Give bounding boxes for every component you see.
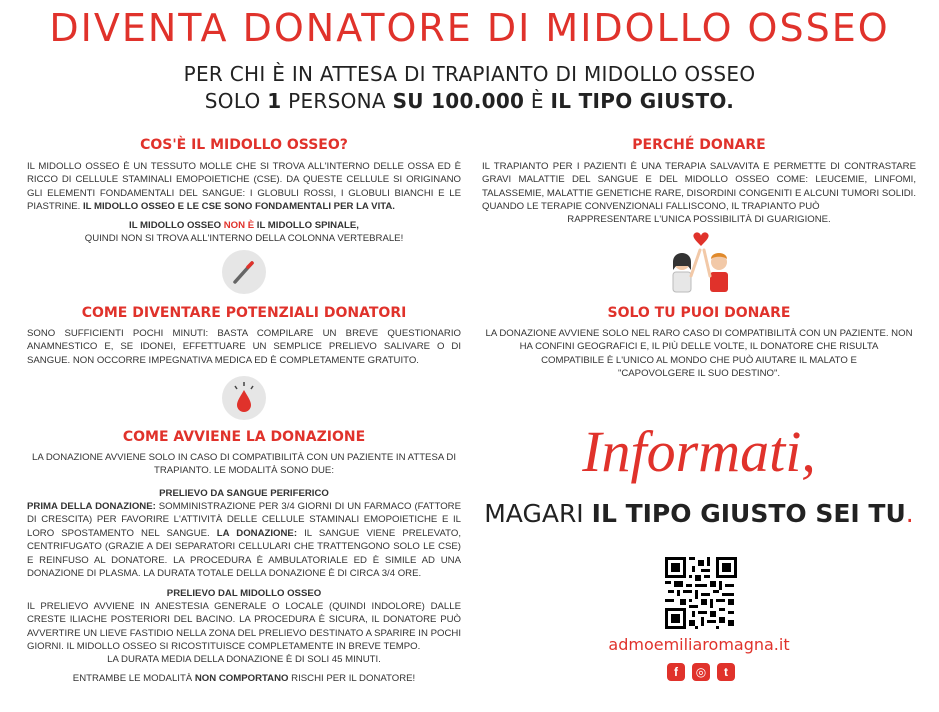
twitter-icon[interactable]: t bbox=[717, 663, 735, 681]
solo-tu-heading: SOLO TU PUOI DONARE bbox=[607, 305, 791, 321]
cose-text: IL MIDOLLO OSSEO È UN TESSUTO MOLLE CHE SI TROVA ALL'INTERNO DELLE OSSA ED È RICCO DI CELLULE STAMINALI EMOPOIETICHE (CSE). DA QUESTE CELLULE SI ORIGINANO GLI ELEMENTI FONDAMENTALI DEL SANGUE: I GLOBULI ROSSI, I GLOBULI BIANCHI E LE PIASTRINE. IL MIDOLLO OSSEO E LE CSE SONO FONDAMENTALI PER LA VITA. bbox=[27, 161, 461, 213]
solo-tu-text: LA DONAZIONE AVVIENE SOLO NEL RARO CASO DI COMPATIBILITÀ CON UN PAZIENTE. NON HA CONFINI GEOGRAFICI E, IL PIÙ DELLE VOLTE, IL DONATORE CHE RISULTA COMPATIBILE È L'UNICO AL MONDO CHE PUÒ AIUTARE IL MALATO E "CAPOVOLGERE IL SUO DESTINO". bbox=[485, 328, 913, 380]
come-avviene-intro: LA DONAZIONE AVVIENE SOLO IN CASO DI COMPATIBILITÀ CON UN PAZIENTE IN ATTESA DI TRAPIANTO. LE MODALITÀ SONO DUE: bbox=[32, 452, 456, 477]
blood-drop-icon bbox=[222, 376, 266, 420]
prelievo-midollo-duration: LA DURATA MEDIA DELLA DONAZIONE È DI SOLI 45 MINUTI. bbox=[107, 654, 381, 665]
perche-text: IL TRAPIANTO PER I PAZIENTI È UNA TERAPIA SALVAVITA E PERMETTE DI CONTRASTARE GRAVI MALATTIE DEL SANGUE E DEL MIDOLLO OSSEO COME: LEUCEMIE, LINFOMI, TALASSEMIE, MALATTIE GENETICHE RARE, DISORDINI CONGENITI E ALCUNI TUMORI SOLIDI. QUANDO LE TERAPIE CONVENZIONALI FALLISCONO, IL TRAPIANTO PUÒ bbox=[482, 161, 916, 213]
qr-code-icon bbox=[665, 557, 737, 629]
come-avviene-heading: COME AVVIENE LA DONAZIONE bbox=[122, 429, 366, 445]
subtitle-line-2: SOLO 1 PERSONA SU 100.000 È IL TIPO GIUSTO. bbox=[204, 89, 735, 113]
perche-text-last: RAPPRESENTARE L'UNICA POSSIBILITÀ DI GUARIGIONE. bbox=[567, 214, 831, 225]
prelievo-sangue-text: PRIMA DELLA DONAZIONE: SOMMINISTRAZIONE PER 3/4 GIORNI DI UN FARMACO (FATTORE DI CRESCITA) PER FAVORIRE L'ATTIVITÀ DELLE CELLULE STAMINALI EMOPOIETICHE E IL LORO SPOSTAMENTO NEL SANGUE. LA DONAZIONE: IL SANGUE VIENE PRELEVATO, CENTRIFUGATO (GRAZIE A DEI SEPARATORI CELLULARI CHE TRATTENGONO SOLO LE CSE) E REINFUSO AL DONATORE. LA PROCEDURA È AMBULATORIALE ED È SIMILE AD UNA DONAZIONE DI PLASMA. LA DURATA TOTALE DELLA DONAZIONE È DI CIRCA 3/4 ORE. bbox=[27, 501, 461, 580]
website-link[interactable]: admoemiliaromagna.it bbox=[608, 635, 790, 654]
facebook-icon[interactable]: f bbox=[667, 663, 685, 681]
perche-heading: PERCHÉ DONARE bbox=[632, 137, 766, 153]
come-diventare-text: SONO SUFFICIENTI POCHI MINUTI: BASTA COMPILARE UN BREVE QUESTIONARIO ANAMNESTICO E, SE IDONEI, EFFETTUARE UN SEMPLICE PRELIEVO SALIVARE O DI SANGUE. NON OCCORRE IMPEGNATIVA MEDICA ED È COMPLETAMENTE GRATUITO. bbox=[27, 328, 461, 366]
cose-note: IL MIDOLLO OSSEO NON È IL MIDOLLO SPINALE, QUINDI NON SI TROVA ALL'INTERNO DELLA COLONNA VERTEBRALE! bbox=[84, 220, 404, 245]
page-title: DIVENTA DONATORE DI MIDOLLO OSSEO bbox=[49, 6, 890, 50]
prelievo-midollo-text: IL PRELIEVO AVVIENE IN ANESTESIA GENERALE O LOCALE (QUINDI INDOLORE) DALLE CRESTE ILIACHE POSTERIORI DEL BACINO. LA PROCEDURA È SICURA, IL DONATORE PUÒ AVVERTIRE UN LIEVE FASTIDIO NELLA ZONA DEL PRELIEVO DESTINATO A SPARIRE IN POCHI GIORNI. IL MIDOLLO OSSEO SI RICOSTITUISCE COMPLETAMENTE IN BREVE TEMPO. bbox=[27, 601, 461, 653]
swab-icon bbox=[222, 250, 266, 294]
donors-heart-icon bbox=[664, 232, 738, 294]
prelievo-midollo-heading: PRELIEVO DAL MIDOLLO OSSEO bbox=[166, 588, 322, 599]
cose-heading: COS'È IL MIDOLLO OSSEO? bbox=[140, 137, 348, 153]
instagram-icon[interactable]: ◎ bbox=[692, 663, 710, 681]
subtitle-line-1: PER CHI È IN ATTESA DI TRAPIANTO DI MIDOLLO OSSEO bbox=[183, 62, 756, 86]
tipo-giusto-tagline: MAGARI IL TIPO GIUSTO SEI TU. bbox=[484, 499, 914, 528]
final-note: ENTRAMBE LE MODALITÀ NON COMPORTANO RISCHI PER IL DONATORE! bbox=[72, 673, 416, 684]
prelievo-sangue-heading: PRELIEVO DA SANGUE PERIFERICO bbox=[159, 488, 329, 499]
come-diventare-heading: COME DIVENTARE POTENZIALI DONATORI bbox=[81, 305, 407, 321]
informati-script: Informati, bbox=[582, 419, 816, 484]
